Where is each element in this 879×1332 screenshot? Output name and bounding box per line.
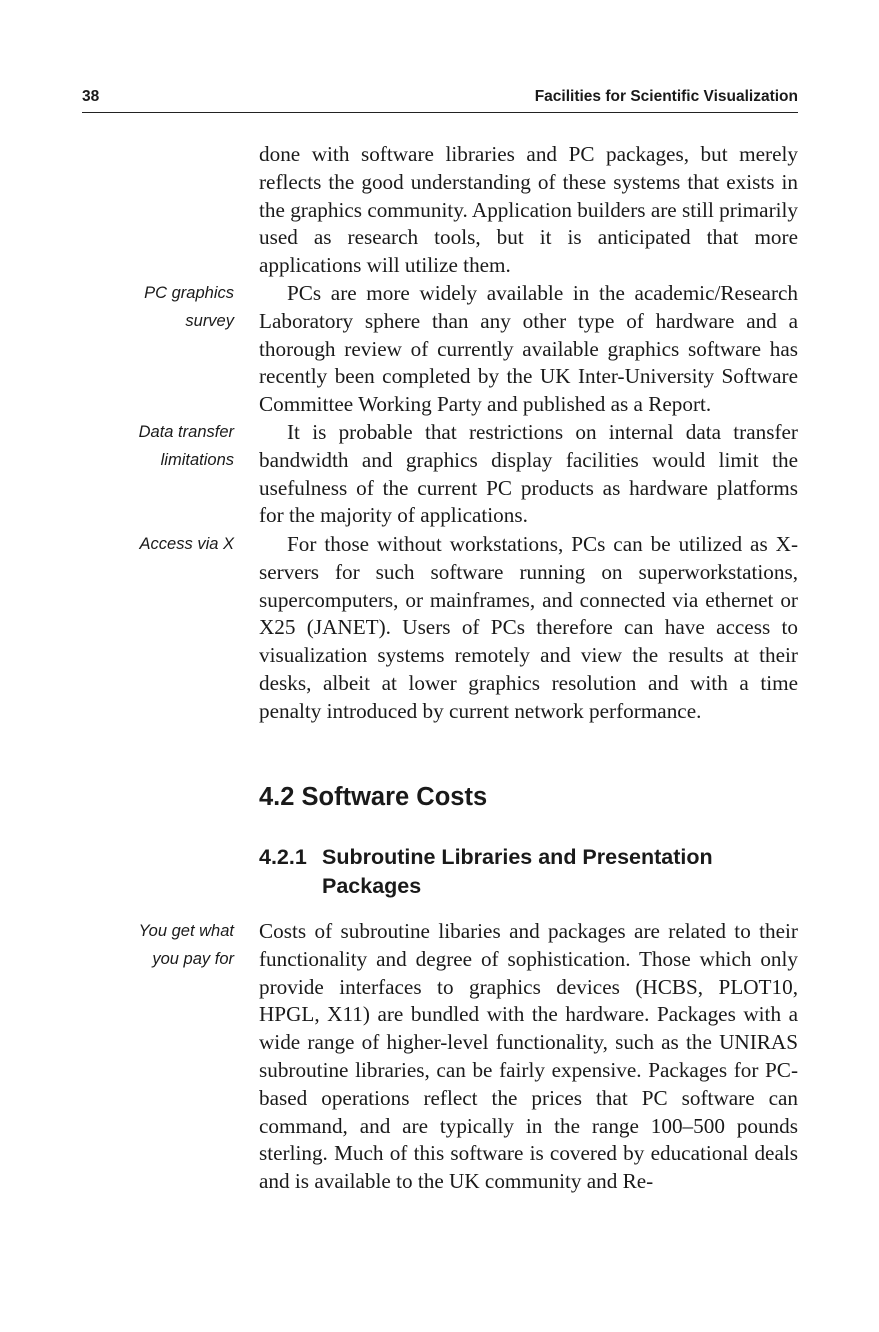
subsection-number: 4.2.1 [259, 845, 307, 869]
running-header [82, 86, 798, 113]
margin-note-access-via-x [140, 531, 234, 559]
margin-note-line: survey [185, 311, 234, 330]
body-paragraph: done with software libraries and PC packages, but merely reflects the good understanding of these systems that exists in the graphics community. Application builders are still primarily used as research tools, but it is anticipated that more applications will utilize them. [259, 142, 798, 278]
margin-note-data-transfer-limitations [139, 419, 234, 475]
body-paragraph: Costs of subroutine libaries and packages are related to their functionality and degree of sophistication. Those which only provide interfaces to graphics devices (HCBS, PLOT10, HPGL, X11) are bundled with the hardware. Packages with a wide range of higher-level functionality, such as the UNIRAS subroutine libraries, can be fairly expensive. Packages for PC-based operations reflect the prices that PC software can command, and are typically in the range 100–500 pounds sterling. Much of this software is covered by educational deals and is available to the UK community and Re- [259, 919, 798, 1194]
margin-note-line: limitations [160, 450, 234, 469]
page-number: 38 [82, 88, 100, 105]
margin-note-line: you pay for [152, 949, 234, 968]
margin-note-line: Data transfer [138, 423, 234, 441]
margin-note-line: PC graphics [144, 284, 234, 302]
section-heading: 4.2 Software Costs [259, 783, 488, 811]
margin-note-pc-graphics-survey [144, 280, 234, 336]
margin-note-line: Access via X [139, 535, 234, 553]
running-title: Facilities for Scientific Visualization [534, 88, 798, 105]
body-paragraph: For those without workstations, PCs can be utilized as X-servers for such software running on superworkstations, supercomputers, or mainframes, and connected via ethernet or X25 (JANET). Users of PCs therefore can have access to visualization systems remotely and view the results at their desks, albeit at lower graphics resolution and with a time penalty introduced by current network performance. [259, 532, 798, 723]
margin-note-you-get-what-you-pay-for [139, 918, 234, 974]
margin-note-line: You get what [138, 922, 234, 940]
body-paragraph: PCs are more widely available in the academic/Research Laboratory sphere than any other type of hardware and a thorough review of currently available graphics software has recently been completed by the UK Inter-University Software Committee Working Party and published as a Report. [259, 281, 798, 417]
body-paragraph: It is probable that restrictions on internal data transfer bandwidth and graphics display facilities would limit the usefulness of the current PC products as hardware platforms for the majority of applications. [259, 420, 798, 528]
subsection-title: Subroutine Libraries and Presentation Packages [322, 845, 713, 898]
subsection-heading [259, 843, 779, 900]
